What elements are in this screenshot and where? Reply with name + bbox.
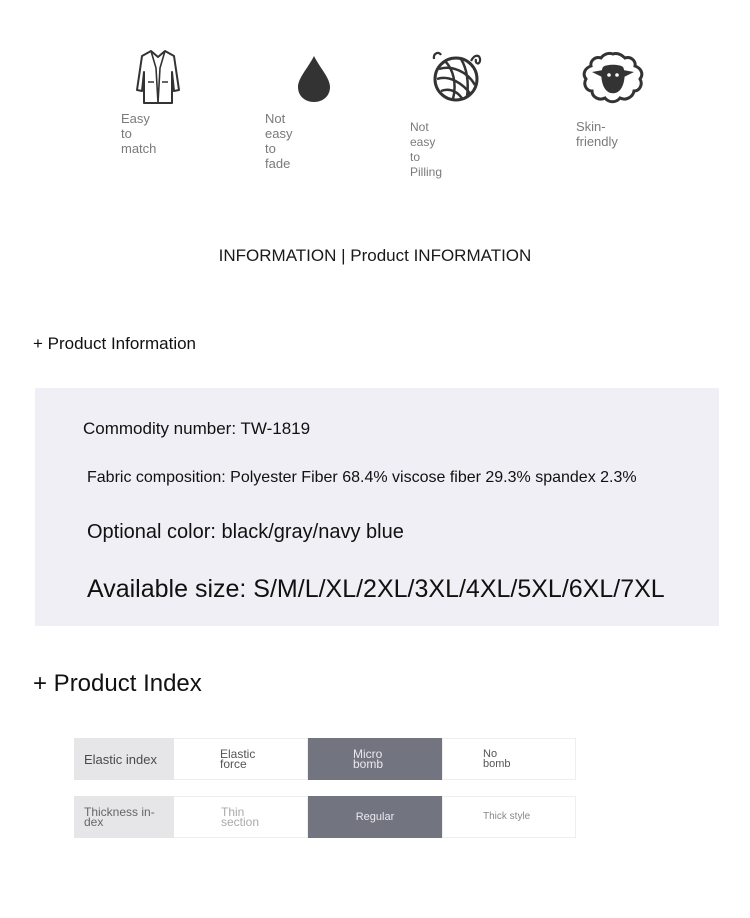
thickness-index-row: [74, 796, 576, 838]
product-information-heading: + Product Information: [33, 334, 197, 353]
fabric-composition: Fabric composition: Polyester Fiber 68.4% viscose fiber 29.3% spandex 2.3%: [87, 469, 637, 486]
index-option-selected: Micro bomb: [308, 738, 442, 780]
index-row-label: Elastic index: [74, 738, 174, 780]
index-option: No bomb: [442, 738, 576, 780]
available-size: Available size: S/M/L/XL/2XL/3XL/4XL/5XL/6XL/7XL: [87, 575, 665, 603]
product-index-heading: + Product Index: [33, 670, 202, 697]
feature-icons-row: [0, 0, 750, 179]
feature-label: Skin-friendly: [576, 119, 618, 149]
optional-color: Optional color: black/gray/navy blue: [87, 521, 404, 543]
section-title: INFORMATION | Product INFORMATION: [218, 246, 532, 265]
yarn-ball-icon: [431, 47, 485, 107]
product-information-panel: [35, 388, 719, 626]
index-option-selected: Regular: [308, 796, 442, 838]
feature-label: Not easy to Pilling: [410, 120, 443, 179]
water-drop-icon: [296, 54, 332, 104]
feature-label: Not easy to fade: [265, 111, 293, 171]
sheep-icon: [578, 50, 648, 105]
index-option: Thin section: [174, 796, 308, 838]
index-option: Thick style: [442, 796, 576, 838]
index-row-label: Thickness in- dex: [74, 796, 174, 838]
feature-label: Easy to match: [121, 111, 157, 156]
coat-icon: [134, 48, 182, 106]
commodity-number: Commodity number: TW-1819: [83, 419, 311, 438]
index-option: Elastic force: [174, 738, 308, 780]
elastic-index-row: [74, 738, 576, 780]
